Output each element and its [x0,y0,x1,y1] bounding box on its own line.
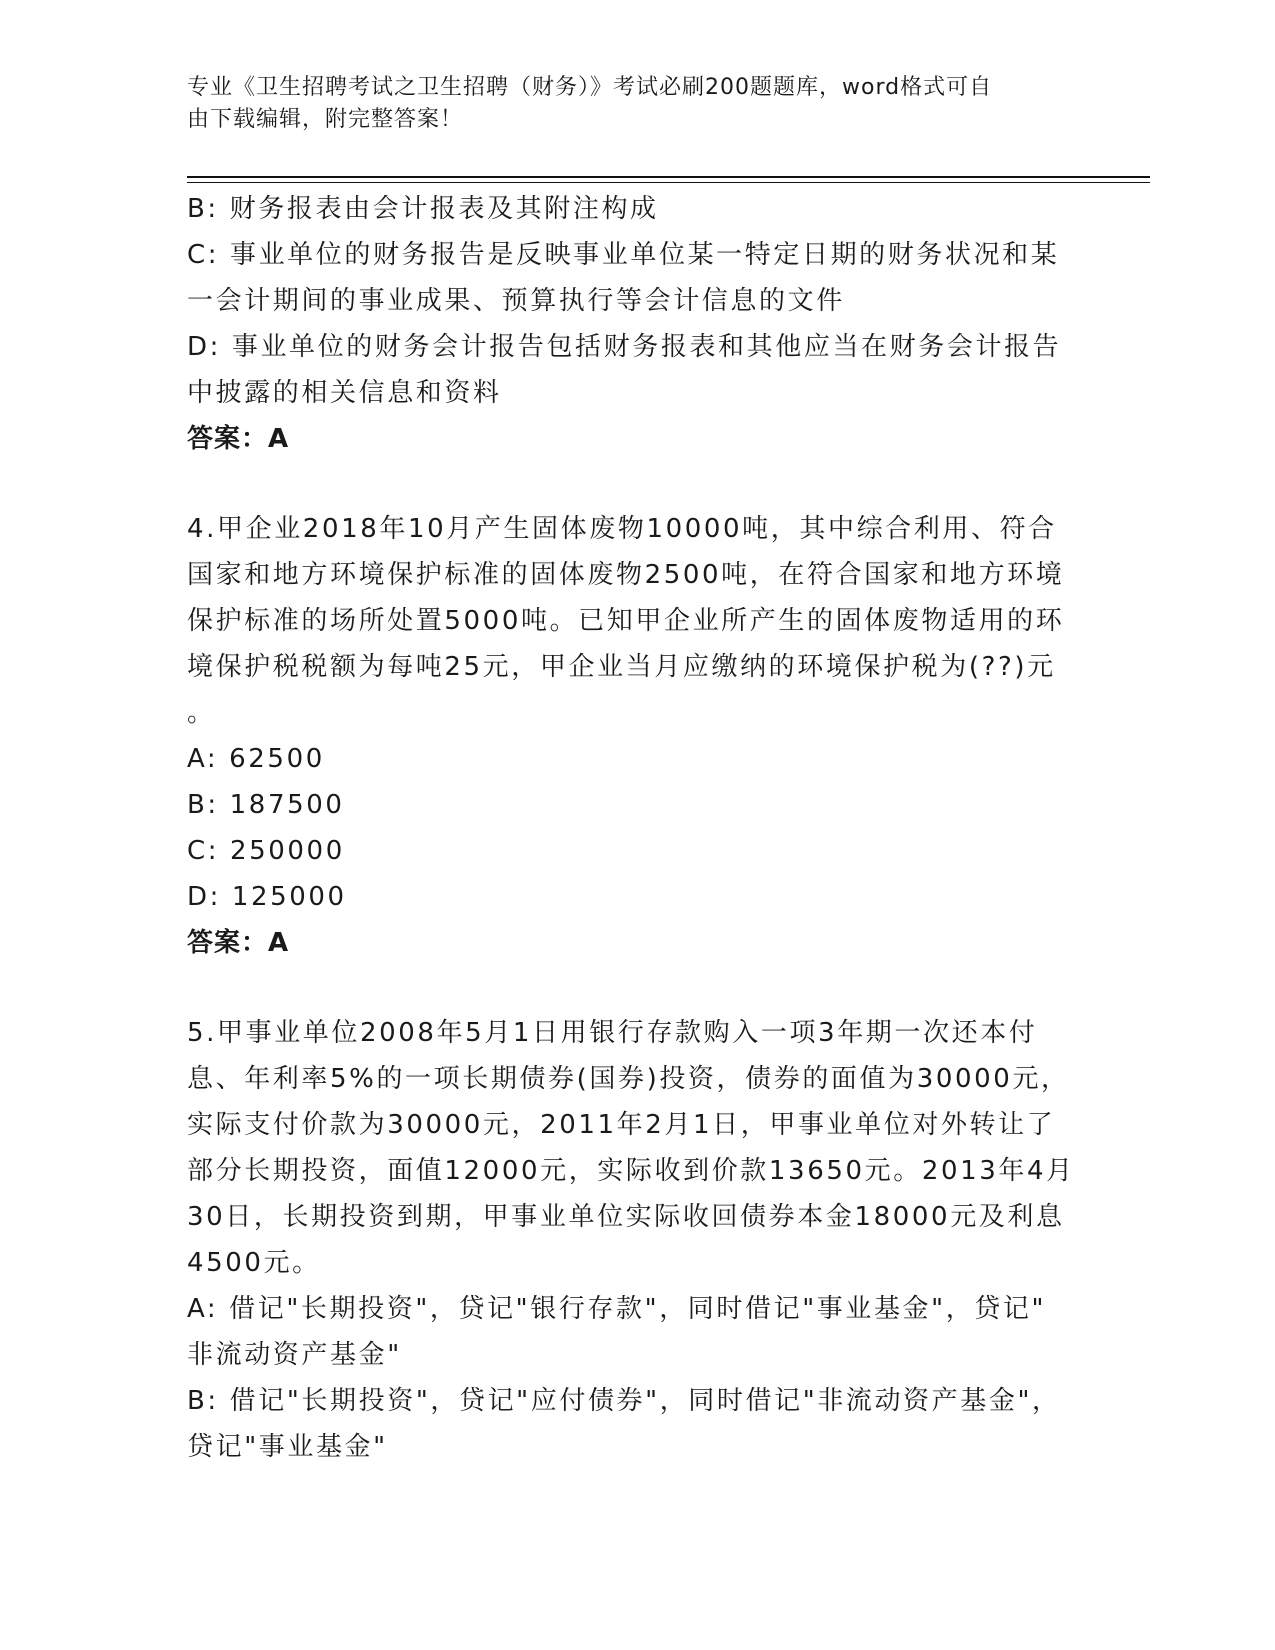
header-line: 由下载编辑，附完整答案！ [187,107,464,132]
option-b: B: 187500 [187,790,345,820]
option-c-line: C: 事业单位的财务报告是反映事业单位某一特定日期的财务状况和某 [187,240,1060,270]
header-divider-thin [187,182,1150,183]
option-b: B: 借记"长期投资"，贷记"应付债券"，同时借记"非流动资产基金"， [187,1386,1061,1416]
option-a: 非流动资产基金" [187,1340,402,1370]
question-text-line: 30日，长期投资到期，甲事业单位实际收回债券本金18000元及利息 [187,1202,1065,1232]
option-d-line: D: 事业单位的财务会计报告包括财务报表和其他应当在财务会计报告 [187,332,1062,362]
question-text-line: 境保护税税额为每吨25元，甲企业当月应缴纳的环境保护税为(??)元 [187,652,1056,682]
option-a: A: 借记"长期投资"，贷记"银行存款"，同时借记"事业基金"，贷记" [187,1294,1047,1324]
option-d: D: 125000 [187,882,347,912]
question-text-line: 5.甲事业单位2008年5月1日用银行存款购入一项3年期一次还本付 [187,1018,1038,1048]
header-line: 专业《卫生招聘考试之卫生招聘（财务）》考试必刷200题题库，word格式可自 [187,75,993,100]
question-text-line: 部分长期投资，面值12000元，实际收到价款13650元。2013年4月 [187,1156,1075,1186]
spacer [187,966,1087,1010]
question-text-line: 实际支付价款为30000元，2011年2月1日，甲事业单位对外转让了 [187,1110,1056,1140]
document-body [187,186,1087,1470]
question-text-line: 。 [187,698,216,728]
option-d-line: 中披露的相关信息和资料 [187,378,502,408]
question-4 [187,506,1087,966]
option-a: A: 62500 [187,744,325,774]
option-b: 贷记"事业基金" [187,1432,388,1462]
question-text-line: 国家和地方环境保护标准的固体废物2500吨，在符合国家和地方环境 [187,560,1065,590]
question-text-line: 保护标准的场所处置5000吨。已知甲企业所产生的固体废物适用的环 [187,606,1065,636]
header-divider-thick [187,176,1150,178]
option-c-line: 一会计期间的事业成果、预算执行等会计信息的文件 [187,286,845,316]
option-b-line: B: 财务报表由会计报表及其附注构成 [187,194,659,224]
answer-label: 答案：A [187,424,290,454]
document-header [187,72,1067,136]
question-text-line: 息、年利率5%的一项长期债券(国券)投资，债券的面值为30000元， [187,1064,1070,1094]
question-text-line: 4500元。 [187,1248,321,1278]
spacer [187,462,1087,506]
question-5 [187,1010,1087,1470]
question-3-continued [187,186,1087,462]
answer-label: 答案：A [187,928,290,958]
option-c: C: 250000 [187,836,345,866]
question-text-line: 4.甲企业2018年10月产生固体废物10000吨，其中综合利用、符合 [187,514,1057,544]
